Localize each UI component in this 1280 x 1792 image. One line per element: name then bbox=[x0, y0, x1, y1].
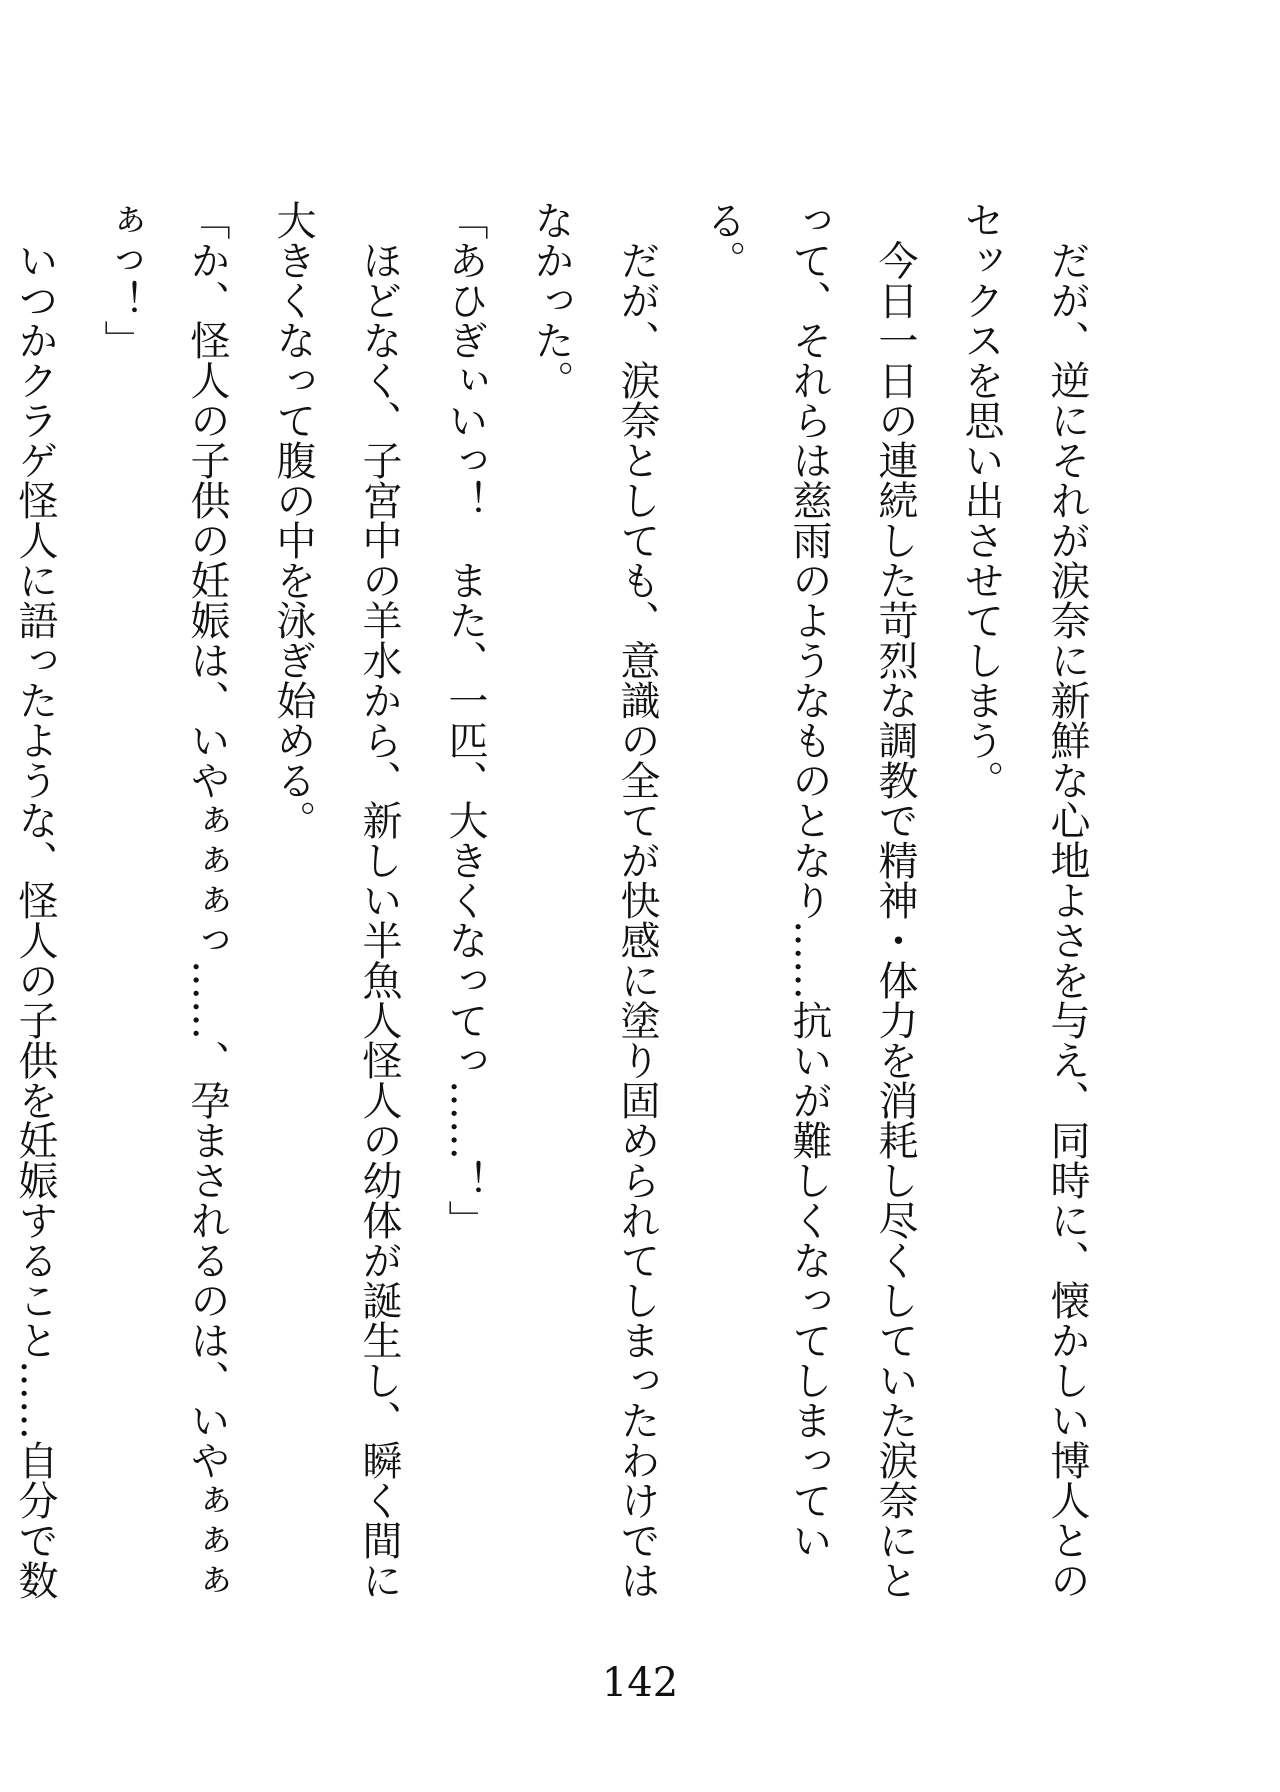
vertical-text-body bbox=[12, 200, 1110, 1620]
paragraph-3: だが、涙奈としても、意識の全てが快感に塗り固められてしまったわけではなかった。 bbox=[528, 200, 660, 1600]
paragraph-5: ほどなく、子宮中の羊水から、新しい半魚人怪人の幼体が誕生し、瞬く間に大きくなって腹の中を泳ぎ始める。 bbox=[270, 200, 402, 1600]
paragraph-7: いつかクラゲ怪人に語ったような、怪人の子供を妊娠すること……自分で数 bbox=[12, 240, 58, 1600]
paragraph-2: 今日一日の連続した苛烈な調教で精神・体力を消耗し尽くしていた涙奈にとって、それらは慈雨のようなものとなり……抗いが難しくなってしまっている。 bbox=[700, 200, 918, 1600]
paragraph-4: 「あひぎぃいっ！ また、一匹、大きくなってっ……！」 bbox=[442, 200, 488, 1240]
paragraph-1: だが、逆にそれが涙奈に新鮮な心地よさを与え、同時に、懐かしい博人とのセックスを思い出させてしまう。 bbox=[958, 200, 1090, 1600]
paragraph-6: 「か、怪人の子供の妊娠は、いやぁぁぁっ……、孕まされるのは、いやぁぁぁぁっ！」 bbox=[98, 200, 230, 1600]
page-number: 142 bbox=[601, 1660, 679, 1706]
